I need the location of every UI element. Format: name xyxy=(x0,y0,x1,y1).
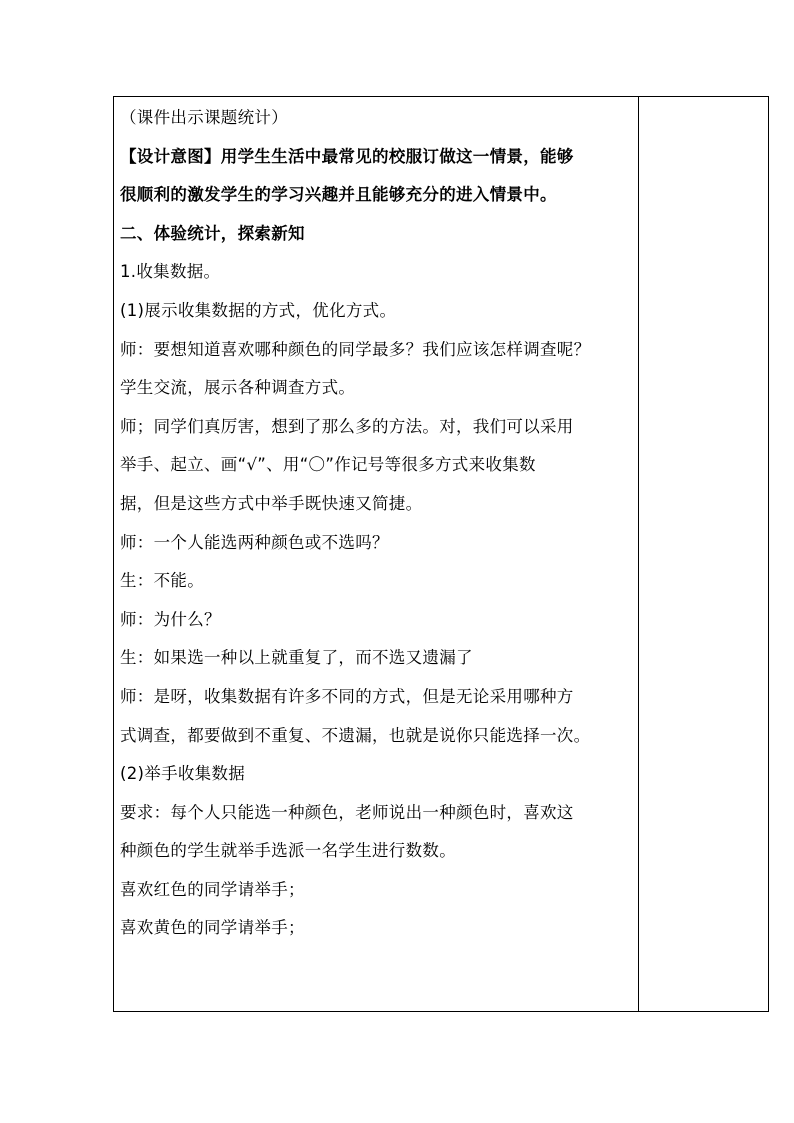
text-line: 据，但是这些方式中举手既快速又简捷。 xyxy=(120,493,423,513)
text-line: （课件出示课题统计） xyxy=(120,108,288,127)
notes-cell xyxy=(639,97,768,1011)
text-line: 师：一个人能选两种颜色或不选吗？ xyxy=(120,532,389,552)
text-line: 学生交流，展示各种调查方式。 xyxy=(120,378,356,398)
text-line: 喜欢黄色的同学请举手； xyxy=(120,918,305,938)
text-line: 【设计意图】用学生生活中最常见的校服订做这一情景，能够 xyxy=(120,146,574,166)
text-line: 种颜色的学生就举手选派一名学生进行数数。 xyxy=(120,841,456,861)
text-line: 师：为什么？ xyxy=(120,609,221,629)
lesson-table xyxy=(113,96,769,1012)
text-line: 师：要想知道喜欢哪种颜色的同学最多？我们应该怎样调查呢？ xyxy=(120,339,591,359)
text-line: 1.收集数据。 xyxy=(120,262,221,282)
text-line: 式调查，都要做到不重复、不遗漏，也就是说你只能选择一次。 xyxy=(120,725,591,745)
text-line: 喜欢红色的同学请举手； xyxy=(120,879,305,899)
text-line: 很顺利的激发学生的学习兴趣并且能够充分的进入情景中。 xyxy=(120,185,557,205)
lesson-content-cell xyxy=(120,99,634,948)
text-line: 生：如果选一种以上就重复了，而不选又遗漏了 xyxy=(120,648,473,668)
text-line: (1)展示收集数据的方式，优化方式。 xyxy=(120,300,397,320)
text-line: 二、体验统计，探索新知 xyxy=(120,223,305,243)
text-line: 生：不能。 xyxy=(120,571,204,591)
text-line: (2)举手收集数据 xyxy=(120,764,246,784)
text-line: 要求：每个人只能选一种颜色，老师说出一种颜色时，喜欢这 xyxy=(120,802,574,822)
text-line: 师：是呀，收集数据有许多不同的方式，但是无论采用哪种方 xyxy=(120,686,574,706)
text-line: 师；同学们真厉害，想到了那么多的方法。对，我们可以采用 xyxy=(120,416,574,436)
text-line: 举手、起立、画“√”、用“〇”作记号等很多方式来收集数 xyxy=(120,455,536,475)
